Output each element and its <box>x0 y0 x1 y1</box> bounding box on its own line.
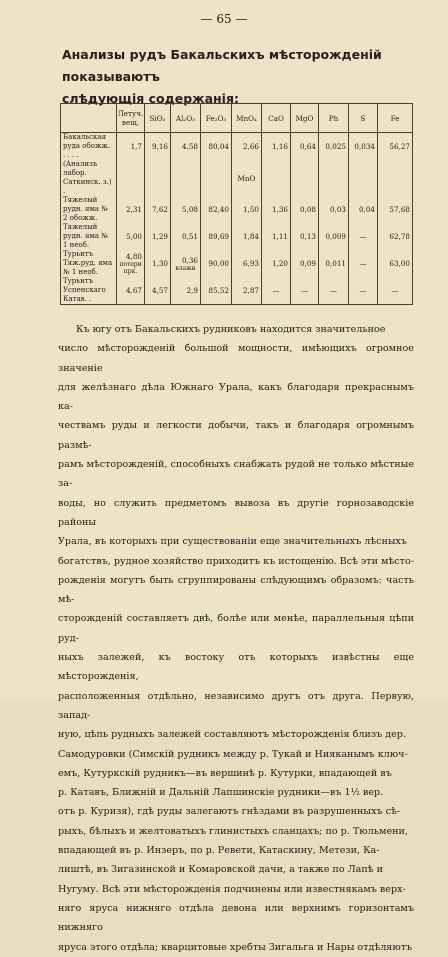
text-line: Къ югу отъ Бакальскихъ рудниковъ находится значительное <box>76 324 386 335</box>
table-row <box>61 133 413 161</box>
table-cell: — <box>349 250 378 277</box>
table-cell: 0,04 <box>349 196 378 223</box>
table-cell <box>145 160 171 196</box>
text-line: расположенныя отдѣльно, независимо другъ отъ друга. Первую, запад- <box>58 690 414 721</box>
table-cell: 0,51 <box>171 223 201 250</box>
table-cell: — <box>291 277 319 305</box>
text-line: сторожденій составляетъ двѣ, болѣе или менѣе, параллельныя цѣпи руд- <box>58 613 414 644</box>
header-cell: Летуч. вещ. <box>117 104 145 133</box>
table-cell: 2,31 <box>117 196 145 223</box>
table-cell: 0,011 <box>319 250 349 277</box>
table-cell: — <box>349 277 378 305</box>
text-line: Нугуму. Всѣ эти мѣсторожденія подчинены или известнякамъ верх- <box>58 883 406 895</box>
moisture-note: влажн <box>175 264 196 272</box>
table-cell: 4,67 <box>117 277 145 305</box>
table-cell: — <box>349 223 378 250</box>
table-cell: 85,52 <box>201 277 232 305</box>
text-line: рамъ мѣсторожденій, способныхъ снабжать рудой не только мѣстные за- <box>58 459 414 490</box>
table-row <box>61 196 413 223</box>
table-cell: 0,009 <box>319 223 349 250</box>
row-label: Тяжелый рудн. яма № 2 обожж. <box>61 196 117 223</box>
table-cell: — <box>262 277 291 305</box>
section-heading <box>62 44 392 110</box>
table-cell: 2,9 <box>171 277 201 305</box>
header-cell <box>61 104 117 133</box>
table-cell: 0,09 <box>291 250 319 277</box>
text-line: р. Катавъ, Ближній и Дальній Лапшинскіе рудники—въ 1½ вер. <box>58 787 384 799</box>
table-row <box>61 223 413 250</box>
table-row <box>61 160 413 196</box>
header-cell: CaO <box>262 104 291 133</box>
text-line: воды, но служить предметомъ вывоза въ другіе горнозаводскіе районы <box>58 497 414 528</box>
table-cell: 1,7 <box>117 133 145 161</box>
table-cell: 2,87 <box>232 277 262 305</box>
header-cell: Ph <box>319 104 349 133</box>
text-line: ныхъ залежей, къ востоку отъ которыхъ извѣстны еще мѣсторожденія, <box>58 652 414 683</box>
text-line: число мѣсторожденій большой мощности, имѣющихъ огромное значеніе <box>58 343 414 374</box>
header-cell: S <box>349 104 378 133</box>
table-row <box>61 250 413 277</box>
table-cell: 0,13 <box>291 223 319 250</box>
text-line: Самодуровки (Симскій рудникъ между р. Тукай и Нияканымъ ключ- <box>58 748 408 760</box>
header-cell: Fe <box>378 104 413 133</box>
header-cell: MnO₄ <box>232 104 262 133</box>
table-cell <box>117 160 145 196</box>
table-cell: 63,00 <box>378 250 413 277</box>
header-cell: Al₂O₃ <box>171 104 201 133</box>
table-cell: 62,78 <box>378 223 413 250</box>
table-cell: 1,16 <box>262 133 291 161</box>
table-cell: 56,27 <box>378 133 413 161</box>
header-cell: Fe₂O₃ <box>201 104 232 133</box>
row-label: Бакальская руда обожж. . . . . <box>61 133 117 161</box>
table-cell <box>171 250 201 277</box>
table-header-row <box>61 104 413 133</box>
table-cell: 1,84 <box>232 223 262 250</box>
text-line: рыхъ, бѣлыхъ и желтоватыхъ глинистыхъ сланцахъ; по р. Тюльмени, <box>58 825 408 837</box>
text-line: яруса этого отдѣла; кварцитовые хребты Зигальга и Нары отдѣляютъ <box>58 941 413 953</box>
text-line: няго яруса нижняго отдѣла девона или верхнимъ горизонтамъ нижняго <box>58 902 414 934</box>
text-line: лиштѣ, въ Зигазинской и Комаровской дачи, а также по Лапѣ и <box>58 864 383 876</box>
table-cell: 4,57 <box>145 277 171 305</box>
text-line: емъ, Кутуркскій рудникъ—въ вершинѣ р. Кутурки, впадающей въ <box>58 767 392 779</box>
table-cell: 0,034 <box>349 133 378 161</box>
table-cell: 4,58 <box>171 133 201 161</box>
table-cell: 1,50 <box>232 196 262 223</box>
text-line: рожденія могутъ быть сгруппированы слѣдующимъ образомъ: часть мѣ- <box>58 574 414 606</box>
table-cell: 1,20 <box>262 250 291 277</box>
table-cell <box>291 160 319 196</box>
row-label: Тяжелый рудн. яма № 1 необ. <box>61 223 117 250</box>
table-cell: 0,025 <box>319 133 349 161</box>
table-cell-value: 0,36 <box>181 255 198 265</box>
table-cell: 0,03 <box>319 196 349 223</box>
table-cell: 6,93 <box>232 250 262 277</box>
table-cell <box>349 160 378 196</box>
table-cell-value: 4,80 <box>125 252 142 261</box>
table-cell: 0,64 <box>291 133 319 161</box>
ore-analysis-table <box>60 103 413 305</box>
table-cell <box>319 160 349 196</box>
table-cell: 82,40 <box>201 196 232 223</box>
table-cell: 9,16 <box>145 133 171 161</box>
heading-line-1: Анализы рудъ Бакальскихъ мѣсторожденій показываютъ <box>62 47 382 84</box>
body-paragraph <box>58 320 414 957</box>
table-row <box>61 277 413 305</box>
table-cell: 1,36 <box>262 196 291 223</box>
table-cell: MnO <box>232 160 262 196</box>
text-line: богатствъ, рудное хозяйство приходитъ къ истощенію. Всѣ эти мѣсто- <box>58 555 414 567</box>
table-cell <box>262 160 291 196</box>
table-cell: — <box>319 277 349 305</box>
table-cell: 5,08 <box>171 196 201 223</box>
table-cell: 57,68 <box>378 196 413 223</box>
text-line: впадающей въ р. Инзеръ, по р. Ревети, Катаскину, Метези, Ка- <box>58 845 380 857</box>
text-line: отъ р. Куризя), гдѣ руды залегаютъ гнѣздами въ разрушенныхъ сѣ- <box>58 806 401 818</box>
text-line: Урала, въ которыхъ при существованіи еще значительныхъ лѣсныхъ <box>58 536 408 548</box>
table-cell: 1,30 <box>145 250 171 277</box>
table-cell: 89,69 <box>201 223 232 250</box>
table-cell: 1,29 <box>145 223 171 250</box>
table-cell: 1,11 <box>262 223 291 250</box>
heading-line-2: слѣдующія содержанія: <box>62 91 239 106</box>
table-cell: 90,00 <box>201 250 232 277</box>
table-cell: 80,04 <box>201 133 232 161</box>
page-number: — 65 — <box>200 12 248 26</box>
table-cell <box>171 160 201 196</box>
table-cell: — <box>378 277 413 305</box>
row-label: (Анализъ лабор. Саткинск. з.) . <box>61 160 117 196</box>
table-cell <box>378 160 413 196</box>
row-label: Турьитъ Тяж.руд. яма № 1 необ. <box>61 250 117 277</box>
table-cell <box>201 160 232 196</box>
table-cell: 2,66 <box>232 133 262 161</box>
text-line: чествамъ руды и легкости добычи, такъ и благодаря огромнымъ размѣ- <box>58 420 414 451</box>
loss-note: потери прк. <box>119 261 142 275</box>
header-cell: SiO₂ <box>145 104 171 133</box>
text-line: для желѣзнаго дѣла Южнаго Урала, какъ благодаря прекраснымъ ка- <box>58 381 414 413</box>
table-cell: 5,00 <box>117 223 145 250</box>
table-cell <box>117 250 145 277</box>
text-line: ную, цѣпь рудныхъ залежей составляютъ мѣсторожденія близъ дер. <box>58 729 407 741</box>
header-cell: MgO <box>291 104 319 133</box>
table-cell: 7,62 <box>145 196 171 223</box>
row-label: Турьитъ Успенскаго Катав. . <box>61 277 117 305</box>
table-cell: 0,08 <box>291 196 319 223</box>
